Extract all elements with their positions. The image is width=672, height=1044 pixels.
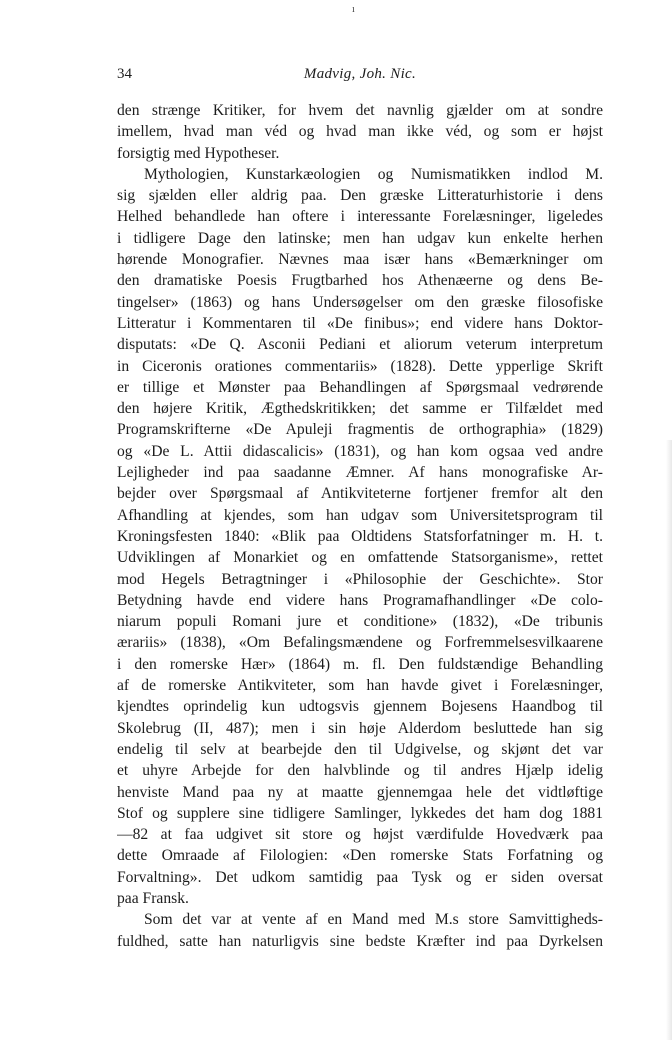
text-line: Forvaltning». Det udkom samtidig paa Tysk og er siden oversat (117, 868, 603, 886)
text-line: Som det var at vente af en Mand med M.s store Samvittigheds- (144, 911, 603, 929)
text-line: ærariis» (1838), «Om Befalingsmændene og Forfremmelsesvilkaarene (117, 634, 603, 652)
text-line: dette Omraade af Filologien: «Den romerske Stats Forfatning og (117, 847, 603, 865)
top-mark: ı (352, 4, 355, 15)
text-line: —82 at faa udgivet sit store og højst værdifulde Hovedværk paa (117, 826, 603, 844)
text-line: et uhyre Arbejde for den halvblinde og til andres Hjælp idelig (117, 762, 603, 780)
text-line: og «De L. Attii didascalicis» (1831), og han kom ogsaa ved andre (117, 442, 603, 460)
text-line: imellem, hvad man véd og hvad man ikke véd, og som er højst (117, 123, 603, 141)
running-head: Madvig, Joh. Nic. (303, 66, 417, 82)
text-line: sig sjælden eller aldrig paa. Den græske Litteraturhistorie i dens (117, 187, 603, 205)
text-line: in Ciceronis orationes commentariis» (1828). Dette ypperlige Skrift (117, 357, 603, 375)
text-line: den højere Kritik, Ægthedskritikken; det samme er Tilfældet med (117, 400, 603, 418)
text-line: endelig til selv at bearbejde den til Udgivelse, og skjønt det var (117, 740, 603, 758)
text-line: Udviklingen af Monarkiet og en omfattende Statsorganisme», rettet (117, 549, 603, 567)
text-line: i den romerske Hær» (1864) m. fl. Den fuldstændige Behandling (117, 655, 603, 673)
text-line: hørende Monografier. Nævnes maa især hans «Bemærkninger om (117, 251, 603, 269)
page-edge-shadow (666, 440, 672, 1040)
text-line: Programskrifterne «De Apuleji fragmentis de orthographia» (1829) (117, 421, 603, 439)
text-line: af de romerske Antikviteter, som han havde givet i Forelæsninger, (117, 677, 603, 695)
text-line: kjendtes oprindelig kun udtogsvis gjennem Bojesens Haandbog til (117, 698, 603, 716)
text-line: Mythologien, Kunstarkæologien og Numismatikken indlod M. (144, 165, 603, 183)
text-line: fuldhed, satte han naturligvis sine bedste Kræfter ind paa Dyrkelsen (117, 932, 603, 950)
text-line: forsigtig med Hypotheser. (117, 144, 280, 162)
text-line: Litteratur i Kommentaren til «De finibus»; end videre hans Doktor- (117, 314, 603, 332)
text-line: Helhed behandlede han oftere i interessante Forelæsninger, ligeledes (117, 208, 603, 226)
text-line: tingelser» (1863) og hans Undersøgelser om den græske filosofiske (117, 293, 603, 311)
text-line: paa Fransk. (117, 889, 189, 907)
text-line: henviste Mand paa ny at maatte gjennemgaa hele det vidtløftige (117, 783, 603, 801)
text-line: er tillige et Mønster paa Behandlingen af Spørgsmaal vedrørende (117, 378, 603, 396)
text-line: bejder over Spørgsmaal af Antikviteterne fortjener fremfor alt den (117, 485, 603, 503)
text-line: i tidligere Dage den latinske; men han udgav kun enkelte herhen (117, 229, 603, 247)
text-line: Stof og supplere sine tidligere Samlinger, lykkedes det ham dog 1881 (117, 804, 603, 822)
text-line: mod Hegels Betragtninger i «Philosophie der Geschichte». Stor (117, 570, 603, 588)
page-header (117, 66, 603, 88)
text-line: Betydning havde end videre hans Programafhandlinger «De colo- (117, 591, 603, 609)
text-line: disputats: «De Q. Asconii Pediani et aliorum veterum interpretum (117, 336, 603, 354)
text-line: Lejligheder ind paa saadanne Æmner. Af hans monografiske Ar- (117, 464, 603, 482)
text-line: Kroningsfesten 1840: «Blik paa Oldtidens Statsforfatninger m. H. t. (117, 527, 603, 545)
text-line: Afhandling at kjendes, som han udgav som Universitetsprogram til (117, 506, 603, 524)
text-line: niarum populi Romani jure et conditione» (1832), «De tribunis (117, 613, 603, 631)
text-line: Skolebrug (II, 487); men i sin høje Alderdom besluttede han sig (117, 719, 603, 737)
page-number: 34 (117, 66, 132, 82)
body-text (117, 100, 603, 952)
text-line: den strænge Kritiker, for hvem det navnlig gjælder om at sondre (117, 102, 603, 119)
text-line: den dramatiske Poesis Frugtbarhed hos Athenæerne og dens Be- (117, 272, 603, 290)
